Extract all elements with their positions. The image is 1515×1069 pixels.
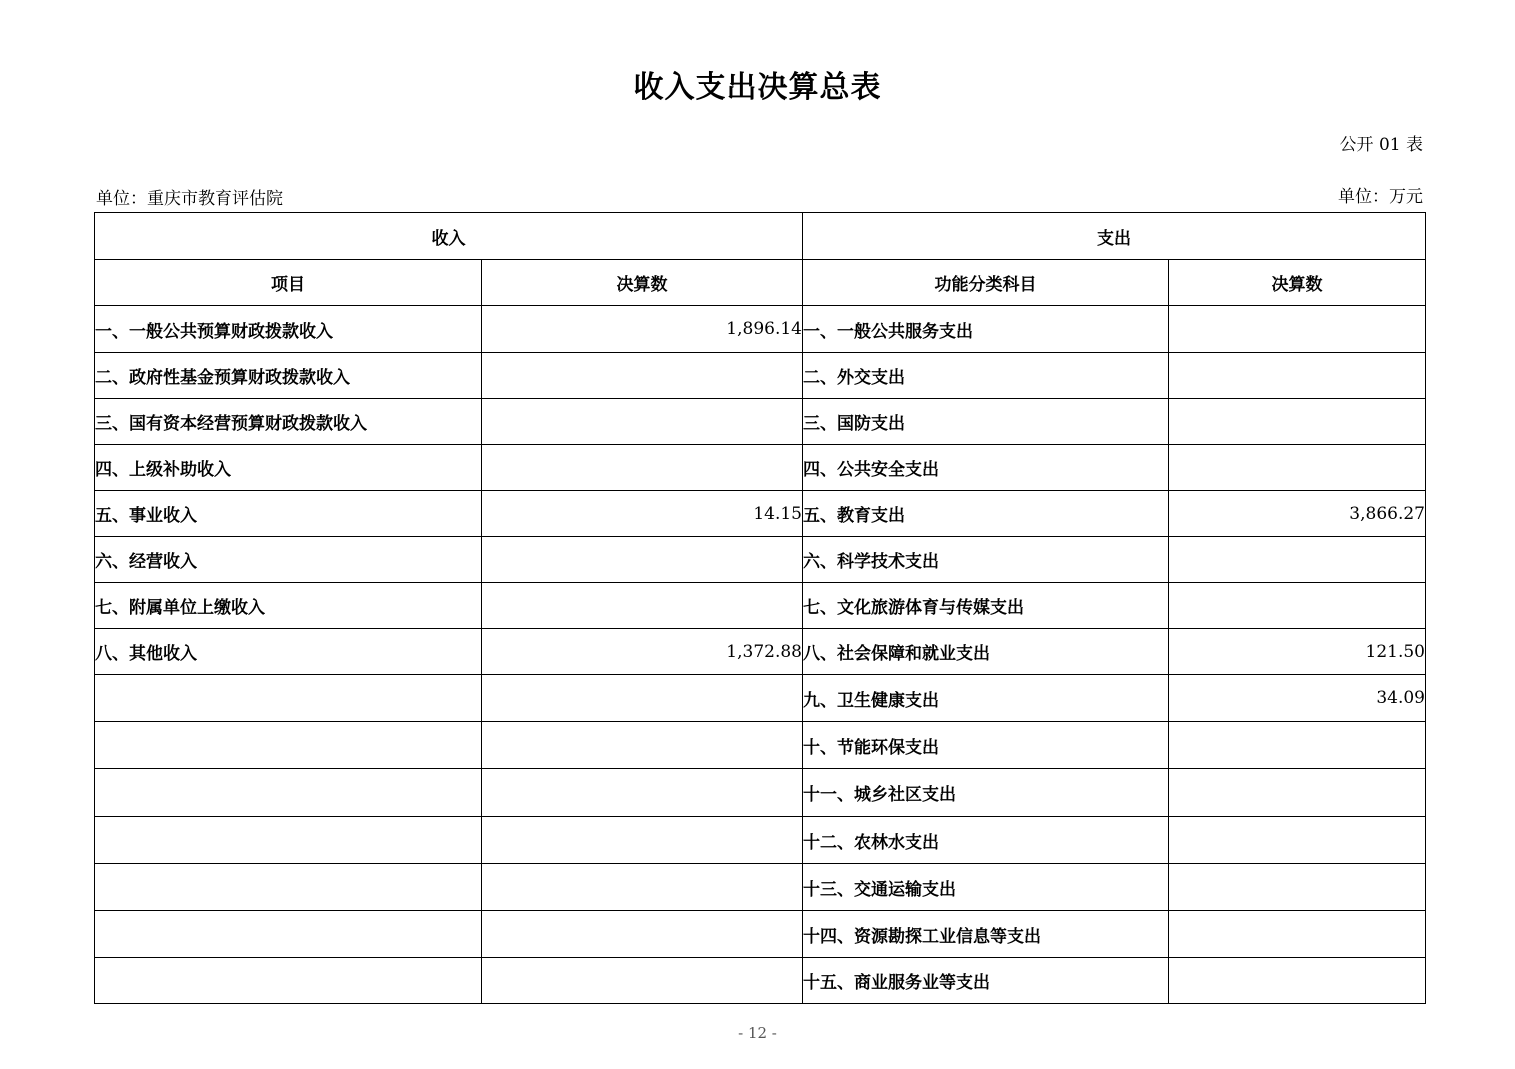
- expenditure-amount-cell: [1169, 722, 1426, 769]
- expenditure-amount-cell: 3,866.27: [1169, 491, 1426, 537]
- income-item-cell: [95, 675, 482, 722]
- expenditure-item-cell: 二、外交支出: [803, 353, 1169, 399]
- unit-currency: 单位：万元: [1338, 187, 1423, 207]
- table-row: [95, 306, 1426, 353]
- table-row: [95, 399, 1426, 445]
- income-amount-cell: [482, 722, 803, 769]
- income-group-header: 收入: [95, 213, 803, 260]
- expenditure-amount-cell: [1169, 399, 1426, 445]
- table-body: [95, 306, 1426, 1004]
- expenditure-item-cell: 十一、城乡社区支出: [803, 769, 1169, 817]
- income-item-cell: 五、事业收入: [95, 491, 482, 537]
- income-item-cell: 四、上级补助收入: [95, 445, 482, 491]
- income-amount-cell: 1,896.14: [482, 306, 803, 353]
- expenditure-amount-cell: [1169, 353, 1426, 399]
- income-amount-cell: 14.15: [482, 491, 803, 537]
- income-item-cell: 一、一般公共预算财政拨款收入: [95, 306, 482, 353]
- expenditure-amount-cell: [1169, 306, 1426, 353]
- income-amount-cell: [482, 769, 803, 817]
- expenditure-item-cell: 三、国防支出: [803, 399, 1169, 445]
- expenditure-amount-cell: [1169, 769, 1426, 817]
- expenditure-amount-cell: 121.50: [1169, 629, 1426, 675]
- income-item-cell: [95, 864, 482, 911]
- table-row: [95, 629, 1426, 675]
- expenditure-amount-cell: [1169, 958, 1426, 1004]
- income-amount-cell: [482, 911, 803, 958]
- income-amount-cell: [482, 675, 803, 722]
- income-amount-cell: [482, 445, 803, 491]
- expenditure-item-cell: 十四、资源勘探工业信息等支出: [803, 911, 1169, 958]
- page-number: - 12 -: [738, 1024, 777, 1042]
- income-item-cell: [95, 722, 482, 769]
- table-row: [95, 675, 1426, 722]
- expenditure-amount-cell: [1169, 911, 1426, 958]
- expenditure-item-header: 功能分类科目: [803, 260, 1169, 306]
- income-amount-cell: 1,372.88: [482, 629, 803, 675]
- table-row: [95, 769, 1426, 817]
- income-amount-cell: [482, 958, 803, 1004]
- table-row: [95, 958, 1426, 1004]
- expenditure-amount-cell: [1169, 537, 1426, 583]
- income-item-cell: [95, 817, 482, 864]
- income-expenditure-table: [94, 212, 1426, 1004]
- expenditure-item-cell: 十二、农林水支出: [803, 817, 1169, 864]
- table-row: [95, 864, 1426, 911]
- expenditure-item-cell: 九、卫生健康支出: [803, 675, 1169, 722]
- unit-organization: 单位：重庆市教育评估院: [96, 189, 283, 209]
- income-amount-cell: [482, 864, 803, 911]
- group-header-row: [95, 213, 1426, 260]
- income-amount-cell: [482, 353, 803, 399]
- income-item-cell: 三、国有资本经营预算财政拨款收入: [95, 399, 482, 445]
- income-amount-header: 决算数: [482, 260, 803, 306]
- table-row: [95, 445, 1426, 491]
- expenditure-item-cell: 一、一般公共服务支出: [803, 306, 1169, 353]
- expenditure-item-cell: 十三、交通运输支出: [803, 864, 1169, 911]
- income-amount-cell: [482, 537, 803, 583]
- income-item-cell: 七、附属单位上缴收入: [95, 583, 482, 629]
- expenditure-amount-header: 决算数: [1169, 260, 1426, 306]
- expenditure-amount-cell: [1169, 864, 1426, 911]
- income-item-cell: 八、其他收入: [95, 629, 482, 675]
- table-row: [95, 583, 1426, 629]
- table-row: [95, 537, 1426, 583]
- income-item-header: 项目: [95, 260, 482, 306]
- expenditure-item-cell: 六、科学技术支出: [803, 537, 1169, 583]
- expenditure-item-cell: 八、社会保障和就业支出: [803, 629, 1169, 675]
- expenditure-amount-cell: [1169, 817, 1426, 864]
- expenditure-item-cell: 七、文化旅游体育与传媒支出: [803, 583, 1169, 629]
- income-item-cell: 二、政府性基金预算财政拨款收入: [95, 353, 482, 399]
- income-item-cell: [95, 958, 482, 1004]
- expenditure-group-header: 支出: [803, 213, 1426, 260]
- expenditure-amount-cell: [1169, 445, 1426, 491]
- expenditure-item-cell: 五、教育支出: [803, 491, 1169, 537]
- expenditure-amount-cell: 34.09: [1169, 675, 1426, 722]
- table-row: [95, 911, 1426, 958]
- table-row: [95, 817, 1426, 864]
- income-amount-cell: [482, 399, 803, 445]
- income-item-cell: [95, 911, 482, 958]
- expenditure-item-cell: 十、节能环保支出: [803, 722, 1169, 769]
- income-item-cell: 六、经营收入: [95, 537, 482, 583]
- income-item-cell: [95, 769, 482, 817]
- table-row: [95, 491, 1426, 537]
- page-title: 收入支出决算总表: [633, 70, 882, 105]
- form-code: 公开 01 表: [1339, 135, 1423, 155]
- column-header-row: [95, 260, 1426, 306]
- table-row: [95, 353, 1426, 399]
- table-row: [95, 722, 1426, 769]
- expenditure-item-cell: 十五、商业服务业等支出: [803, 958, 1169, 1004]
- income-amount-cell: [482, 817, 803, 864]
- expenditure-amount-cell: [1169, 583, 1426, 629]
- expenditure-item-cell: 四、公共安全支出: [803, 445, 1169, 491]
- income-amount-cell: [482, 583, 803, 629]
